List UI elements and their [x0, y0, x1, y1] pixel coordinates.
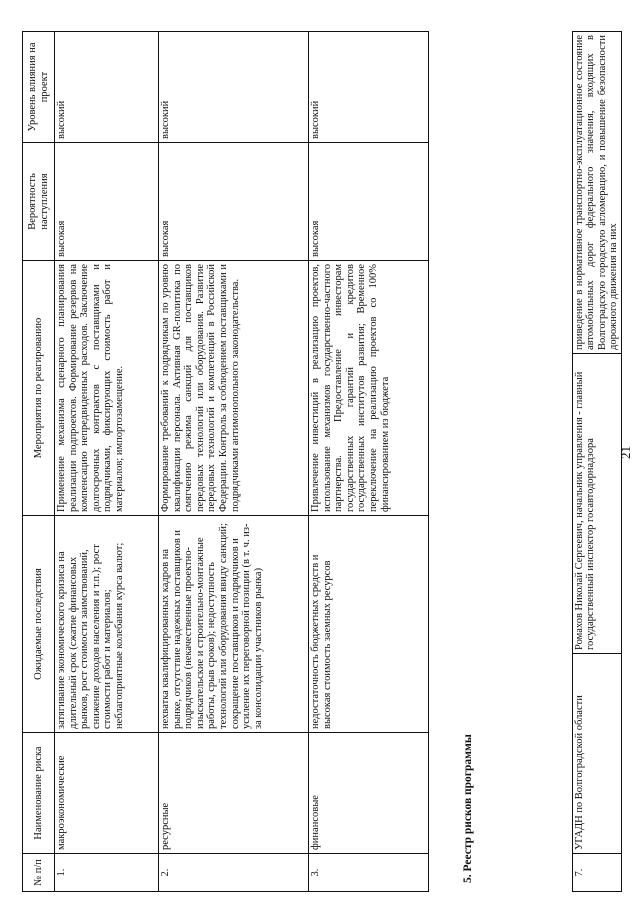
section-title: 5. Реестр рисков программы [462, 734, 474, 883]
table-row [55, 32, 159, 892]
cell-probability: высокая [309, 143, 429, 261]
cell-measures: Применение механизма сценарного планирования реализации подпроектов. Формирование резервов на компенсацию непредвиденных расходов. Заключение долгосрочных контрактов с поставщиками и подрядчиками, фиксирующих стоимость работ и материалов; импортозамещение. [55, 261, 159, 516]
cell-risk-name: макроэкономические [55, 733, 159, 854]
header-consequences: Ожидаемые последствия [23, 516, 55, 733]
table-header-row [23, 32, 55, 892]
risk-register-table [22, 31, 429, 892]
cell-num: 1. [55, 854, 159, 892]
header-impact: Уровень влияния на проект [23, 32, 55, 143]
cell-consequences: затягивание экономического кризиса на длительный срок (сжатие финансовых рынков, рост стоимости заимствований, снижение доходов населения и т.п.); рост стоимости работ и материалов; неблагоприятные колебания курса валют; [55, 516, 159, 733]
organization-cell: УГАДН по Волгоградской области [573, 654, 622, 854]
cell-num: 2. [159, 854, 309, 892]
cell-num: 3. [309, 854, 429, 892]
header-probability: Вероятность наступления [23, 143, 55, 261]
cell-risk-name: ресурсные [159, 733, 309, 854]
contacts-table [572, 31, 622, 892]
cell-impact: высокий [309, 32, 429, 143]
cell-probability: высокая [159, 143, 309, 261]
table-row [159, 32, 309, 892]
person-cell: Ромахов Николай Сергеевич, начальник управления - главный государственный инспектор госавтодорнадзора [573, 354, 622, 654]
page-number: 21 [618, 446, 633, 459]
row-number: 7. [573, 854, 622, 892]
cell-risk-name: финансовые [309, 733, 429, 854]
table-row [573, 32, 622, 892]
cell-impact: высокий [159, 32, 309, 143]
header-num: № п/п [23, 854, 55, 892]
cell-measures: Привлечение инвестиций в реализацию проектов, использование механизмов государственно-частного партнерства. Предоставление инвесторам государственных гарантий и кредитов государственных институтов развития; Временное переключение на реализацию проектов со 100% финансированием из бюджета [309, 261, 429, 516]
cell-probability: высокая [55, 143, 159, 261]
table-row [309, 32, 429, 892]
cell-consequences: недостаточность бюджетных средств и высокая стоимость заемных ресурсов [309, 516, 429, 733]
cell-measures: Формирование требований к подрядчикам по уровню квалификации персонала. Активная GR-политика по смягчению режима санкций для поставщиков передовых технологий или оборудования. Развитие передовых технологий и компетенций в Российской Федерации. Контроль за соблюдением поставщиками и подрядчиками антимонопольного законодательства. [159, 261, 309, 516]
cell-consequences: нехватка квалифицированных кадров на рынке, отсутствие надежных поставщиков и подрядчиков (некачественные проектно-изыскательские и строительно-монтажные работы, срыв сроков); недоступность технологий или оборудования ввиду санкций; сокращение поставщиков и подрядчиков и усиление их переговорной позиции (в т. ч. из-за консолидации участников рынка) [159, 516, 309, 733]
cell-impact: высокий [55, 32, 159, 143]
header-measures: Мероприятия по реагированию [23, 261, 55, 516]
header-risk-name: Наименование риска [23, 733, 55, 854]
responsibility-cell: приведение в нормативное транспортно-эксплуатационное состояние автомобильных дорог федерального значения, входящих в Волгоградскую городскую агломерацию, и повышение безопасности дорожного движения на них [573, 32, 622, 354]
